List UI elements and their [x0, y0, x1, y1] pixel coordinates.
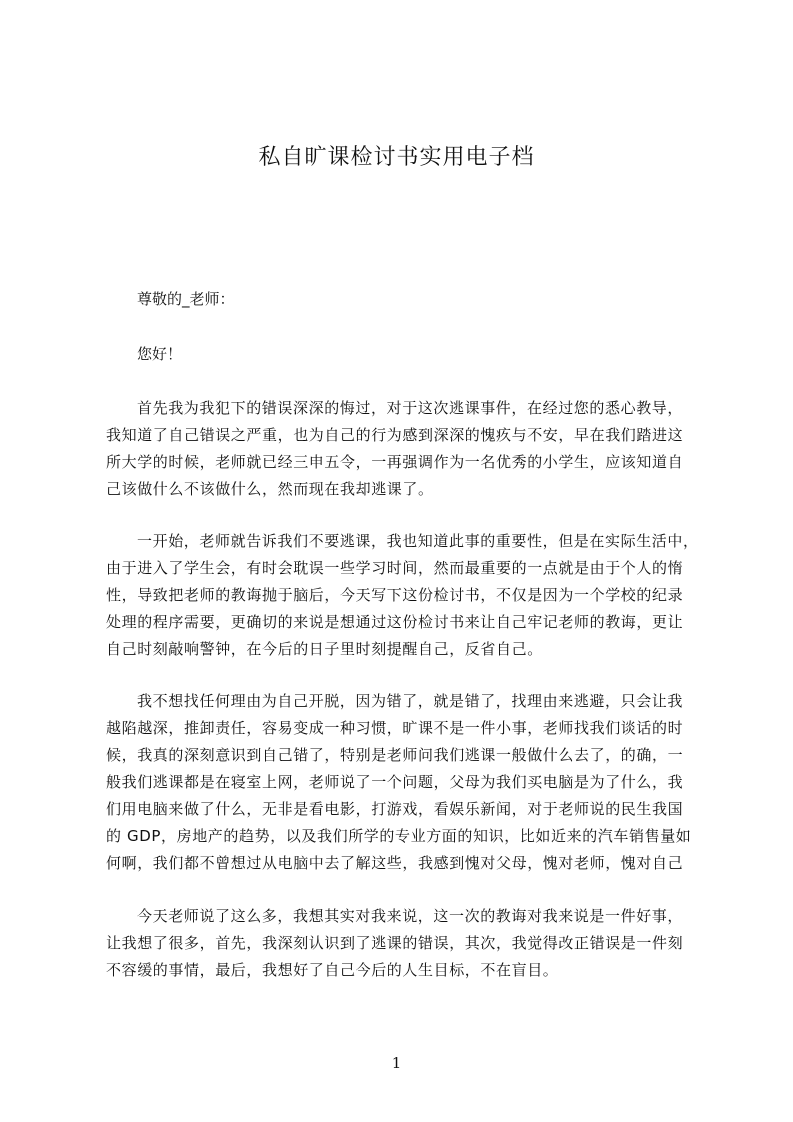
document-title: 私自旷课检讨书实用电子档 — [258, 145, 535, 170]
paragraph-line: 性，导致把老师的教诲抛于脑后，今天写下这份检讨书，不仅是因为一个学校的纪录 — [106, 586, 684, 604]
paragraph-line: 自己时刻敲响警钟，在今后的日子里时刻提醒自己，反省自己。 — [106, 640, 543, 658]
paragraph-line: 我知道了自己错误之严重，也为自己的行为感到深深的愧疚与不安，早在我们踏进这 — [106, 426, 684, 444]
paragraph-line: 己该做什么不该做什么，然而现在我却逃课了。 — [106, 480, 434, 498]
paragraph-line: 所大学的时候，老师就已经三申五令，一再强调作为一名优秀的小学生，应该知道自 — [106, 453, 684, 471]
paragraph-line: 越陷越深，推卸责任，容易变成一种习惯，旷课不是一件小事，老师找我们谈话的时 — [106, 719, 684, 737]
paragraph-line: 处理的程序需要，更确切的来说是想通过这份检讨书来让自己牢记老师的教诲，更让 — [106, 613, 684, 631]
paragraph-line: 不容缓的事情，最后，我想好了自己今后的人生目标，不在盲目。 — [106, 961, 559, 979]
paragraph-line: 我不想找任何理由为自己开脱，因为错了，就是错了，找理由来逃避，只会让我 — [137, 692, 684, 710]
paragraph-line: 般我们逃课都是在寝室上网，老师说了一个问题，父母为我们买电脑是为了什么，我 — [106, 773, 684, 791]
paragraph-line: 的 GDP，房地产的趋势，以及我们所学的专业方面的知识，比如近来的汽车销售量如 — [106, 827, 692, 845]
greeting: 您好！ — [137, 345, 183, 363]
paragraph-line: 一开始，老师就告诉我们不要逃课，我也知道此事的重要性，但是在实际生活中， — [137, 532, 699, 550]
paragraph-line: 让我想了很多，首先，我深刻认识到了逃课的错误，其次，我觉得改正错误是一件刻 — [106, 934, 684, 952]
paragraph-line: 首先我为我犯下的错误深深的悔过，对于这次逃课事件，在经过您的悉心教导， — [137, 399, 684, 417]
paragraph-line: 们用电脑来做了什么，无非是看电影，打游戏，看娱乐新闻，对于老师说的民生我国 — [106, 800, 684, 818]
paragraph-line: 今天老师说了这么多，我想其实对我来说，这一次的教诲对我来说是一件好事， — [137, 907, 684, 925]
paragraph-line: 由于进入了学生会，有时会耽误一些学习时间，然而最重要的一点就是由于个人的惰 — [106, 559, 684, 577]
paragraph-line: 何啊，我们都不曾想过从电脑中去了解这些，我感到愧对父母，愧对老师，愧对自己 — [106, 854, 684, 872]
salutation: 尊敬的_老师： — [137, 290, 235, 308]
page-number: 1 — [391, 1054, 402, 1072]
paragraph-line: 候，我真的深刻意识到自己错了，特别是老师问我们逃课一般做什么去了，的确，一 — [106, 746, 684, 764]
